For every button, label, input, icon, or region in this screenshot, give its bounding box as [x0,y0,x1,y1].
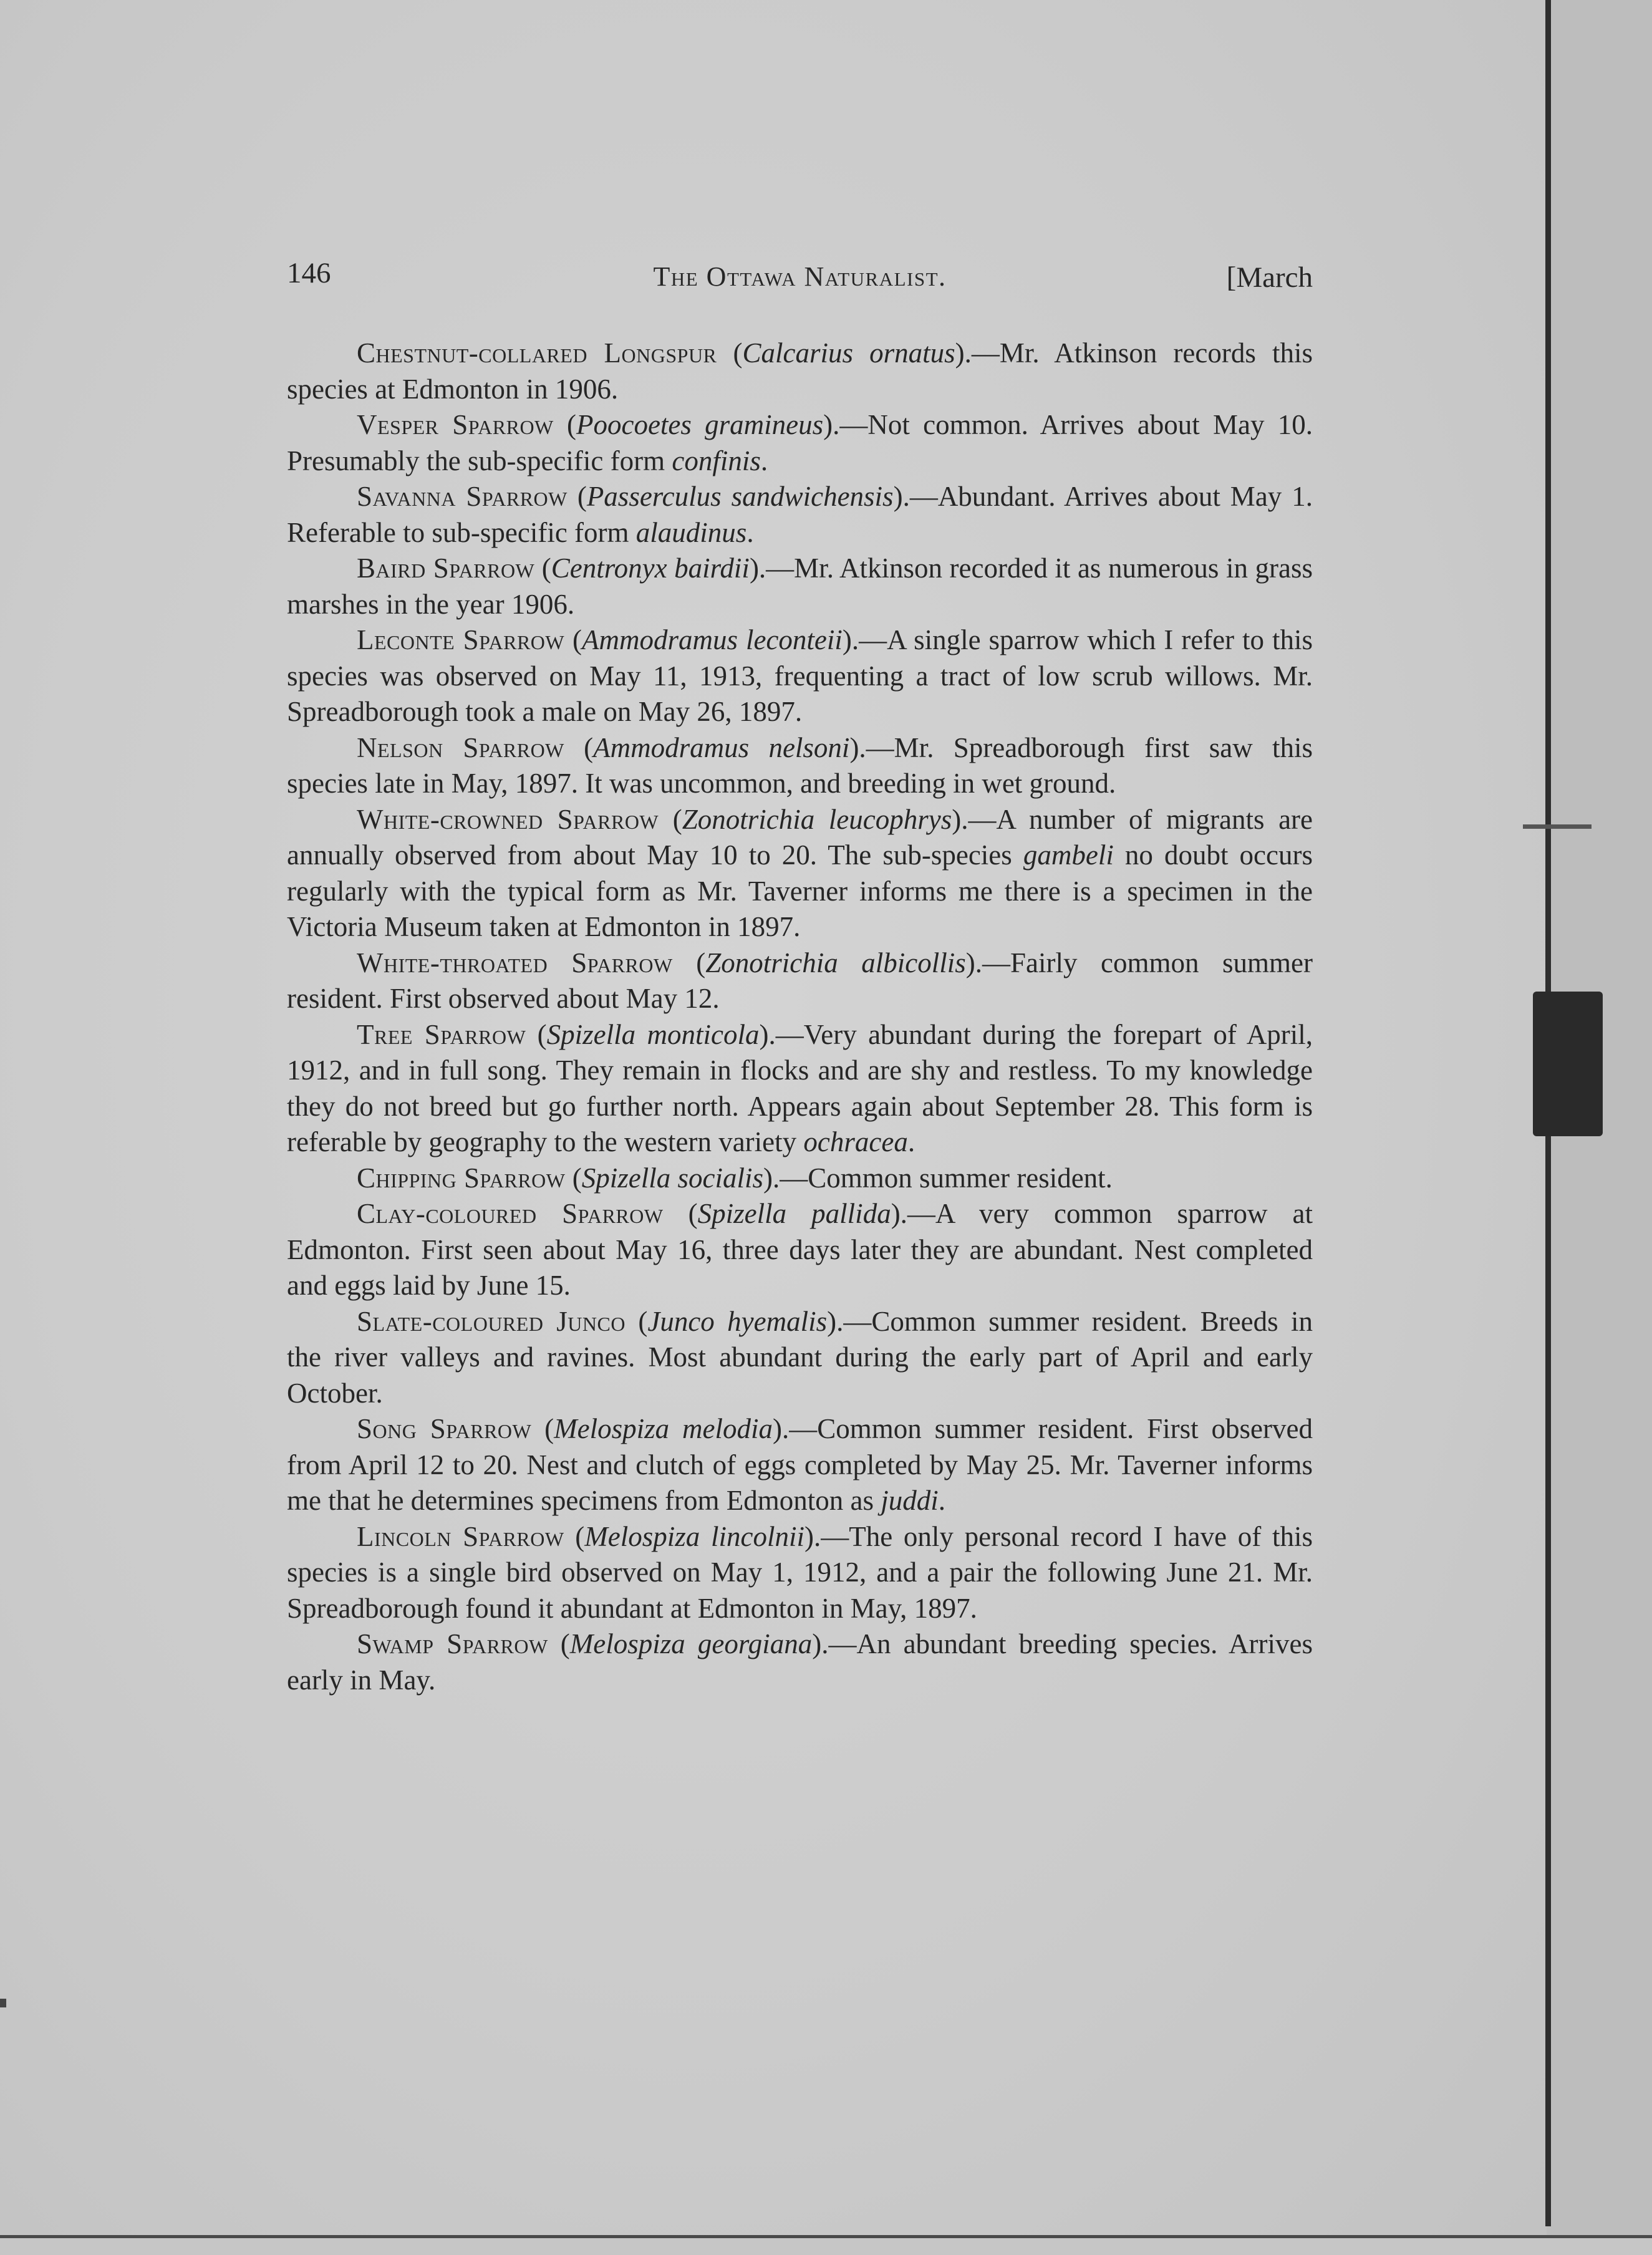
binding-clip-mark [1533,992,1603,1136]
species-scientific-name: Spizella monticola [546,1018,760,1050]
species-notes: ).—Abundant. Arrives about May 1. Referable to sub-specific form [287,481,1313,548]
running-head [287,246,1313,306]
species-scientific-name: Zonotrichia albicollis [705,947,966,978]
species-notes: ).—A number of migrants are annually observed from about May 10 to 20. The sub-species [287,803,1313,871]
species-entry: White-crowned Sparrow (Zonotrichia leucophrys).—A number of migrants are annually observed from about May 10 to 20. The sub-species gambeli no doubt occurs regularly with the typical form as Mr. Taverner informs me there is a specimen in the Victoria Museum taken at Edmonton in 1897. [287,803,1313,942]
species-common-name: Clay-coloured Sparrow [357,1198,664,1229]
species-entry: Lincoln Sparrow (Melospiza lincolnii).—The only personal record I have of this species is a single bird observed on May 1, 1912, and a pair the following June 21. Mr. Spreadborough found it abundant at Edmonton in May, 1897. [287,1520,1313,1624]
species-common-name: Chestnut-collared Longspur [357,337,717,369]
species-scientific-name: Junco hyemalis [647,1305,828,1337]
species-scientific-name: Spizella pallida [697,1198,891,1229]
species-notes: ).—Mr. Atkinson recorded it as numerous in grass marshes in the year 1906. [287,553,1313,620]
species-entry: Leconte Sparrow (Ammodramus leconteii).—A single sparrow which I refer to this species was observed on May 11, 1913, frequenting a tract of low scrub willows. Mr. Spreadborough took a male on May 26, 1897. [287,624,1313,727]
species-common-name: Baird Sparrow [357,553,535,584]
species-common-name: Leconte Sparrow [357,624,565,655]
species-scientific-name: Spizella socialis [581,1162,763,1194]
species-notes: ).—Common summer resident. First observed from April 12 to 20. Nest and clutch of eggs completed by May 25. Mr. Taverner informs me that he determines specimens from Edmonton as [287,1413,1313,1516]
species-entries [287,336,1313,1698]
species-common-name: Tree Sparrow [357,1018,526,1050]
species-entry: White-throated Sparrow (Zonotrichia albicollis).—Fairly common summer resident. First observed about May 12. [287,947,1313,1014]
species-scientific-name: Zonotrichia leucophrys [682,803,952,835]
species-notes: ).—Mr. Spreadborough first saw this species late in May, 1897. It was uncommon, and breeding in wet ground. [287,732,1313,799]
species-notes: ).—An abundant breeding species. Arrives early in May. [287,1628,1313,1696]
species-entry: Vesper Sparrow (Poocoetes gramineus).—Not common. Arrives about May 10. Presumably the sub-specific form confinis. [287,409,1313,476]
species-common-name: White-crowned Sparrow [357,803,659,835]
species-scientific-name: Calcarius ornatus [742,337,955,369]
species-entry: Slate-coloured Junco (Junco hyemalis).—Common summer resident. Breeds in the river valleys and ravines. Most abundant during the early part of April and early October. [287,1305,1313,1409]
species-common-name: White-throated Sparrow [357,947,673,978]
species-common-name: Swamp Sparrow [357,1628,548,1659]
species-scientific-name: Melospiza georgiana [569,1628,813,1659]
page-notch-mark [1523,824,1592,829]
species-scientific-name: Melospiza melodia [554,1413,773,1444]
species-entry: Chipping Sparrow (Spizella socialis).—Common summer resident. [357,1162,1113,1194]
species-scientific-name: Centronyx bairdii [551,553,750,584]
species-notes: ).—Fairly common summer resident. First observed about May 12. [287,947,1313,1014]
species-notes: ).—Not common. Arrives about May 10. Presumably the sub-specific form [287,409,1313,476]
species-entry: Nelson Sparrow (Ammodramus nelsoni).—Mr. Spreadborough first saw this species late in May, 1897. It was uncommon, and breeding in wet ground. [287,732,1313,799]
species-entry: Savanna Sparrow (Passerculus sandwichensis).—Abundant. Arrives about May 1. Referable to sub-specific form alaudinus. [287,481,1313,548]
species-entry: Swamp Sparrow (Melospiza georgiana).—An abundant breeding species. Arrives early in May. [287,1628,1313,1696]
species-scientific-name: Melospiza lincolnii [584,1520,804,1552]
species-common-name: Savanna Sparrow [357,481,568,512]
species-common-name: Vesper Sparrow [357,409,554,440]
species-notes: ).—Mr. Atkinson records this species at Edmonton in 1906. [287,337,1313,405]
species-common-name: Slate-coloured Junco [357,1305,626,1337]
species-common-name: Lincoln Sparrow [357,1520,564,1552]
species-entry: Clay-coloured Sparrow (Spizella pallida).—A very common sparrow at Edmonton. First seen about May 16, three days later they are abundant. Nest completed and eggs laid by June 15. [287,1198,1313,1301]
page-number: 146 [287,257,331,289]
species-entry: Chestnut-collared Longspur (Calcarius ornatus).—Mr. Atkinson records this species at Edmonton in 1906. [287,337,1313,405]
species-scientific-name: Ammodramus nelsoni [593,732,850,763]
species-common-name: Nelson Sparrow [357,732,564,763]
species-entry: Tree Sparrow (Spizella monticola).—Very abundant during the forepart of April, 1912, and in full song. They remain in flocks and are shy and restless. To my knowledge they do not breed but go further north. Appears again about September 28. This form is referable by geography to the western variety ochracea. [287,1018,1313,1157]
species-notes: ).—Common summer resident. Breeds in the river valleys and ravines. Most abundant during the early part of April and early October. [287,1305,1313,1409]
species-scientific-name: Passerculus sandwichensis [586,481,894,512]
species-scientific-name: Poocoetes gramineus [576,409,824,440]
species-notes: ).—A very common sparrow at Edmonton. First seen about May 16, three days later they are abundant. Nest completed and eggs laid by June 15. [287,1198,1313,1301]
journal-title: The Ottawa Naturalist. [653,261,947,292]
page-bottom-margin [0,2238,1652,2255]
book-page [287,246,1313,1698]
species-scientific-name: Ammodramus leconteii [582,624,843,655]
species-notes: ).—Very abundant during the forepart of April, 1912, and in full song. They remain in flocks and are shy and restless. To my knowledge they do not breed but go further north. Appears again about September 28. This form is referable by geography to the western variety [287,1018,1313,1157]
species-notes: ).—A single sparrow which I refer to this species was observed on May 11, 1913, frequenting a tract of low scrub willows. Mr. Spreadborough took a male on May 26, 1897. [287,624,1313,727]
species-notes: ).—The only personal record I have of this species is a single bird observed on May 1, 1912, and a pair the following June 21. Mr. Spreadborough found it abundant at Edmonton in May, 1897. [287,1520,1313,1624]
issue-month: [March [1226,261,1313,294]
species-common-name: Song Sparrow [357,1413,532,1444]
species-entry: Baird Sparrow (Centronyx bairdii).—Mr. Atkinson recorded it as numerous in grass marshes in the year 1906. [287,553,1313,620]
species-notes: ).—Common summer resident. [763,1162,1113,1194]
scan-speck [0,1999,6,2007]
species-common-name: Chipping Sparrow [357,1162,566,1194]
species-entry: Song Sparrow (Melospiza melodia).—Common summer resident. First observed from April 12 to 20. Nest and clutch of eggs completed by May 25. Mr. Taverner informs me that he determines specimens from Edmonton as juddi. [287,1413,1313,1516]
